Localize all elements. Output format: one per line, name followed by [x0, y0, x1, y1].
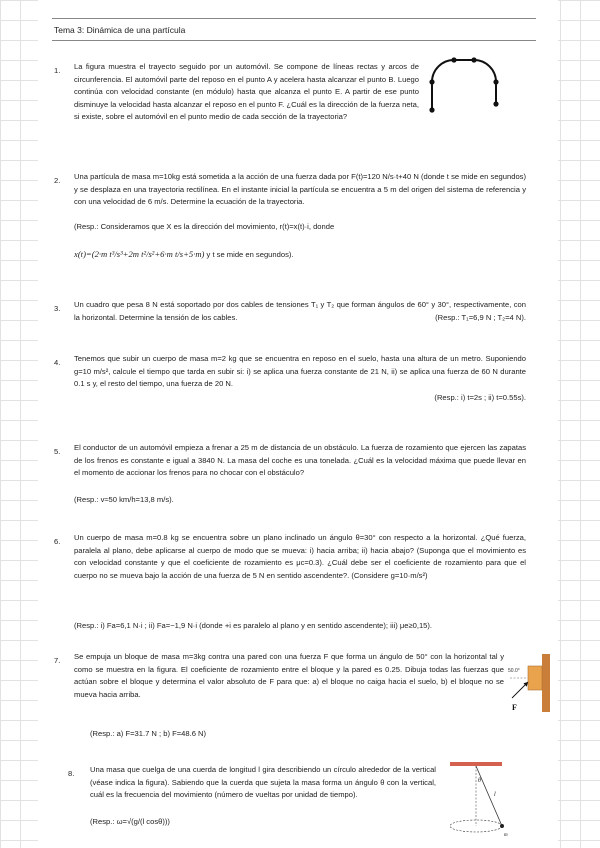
figure8-theta-label: θ [478, 778, 481, 784]
figure7-angle-label: 50.0° [508, 668, 520, 674]
problem-5-resp: (Resp.: v≈50 km/h=13,8 m/s). [74, 495, 174, 504]
problem-7-number: 7. [54, 656, 61, 665]
problem-1-number: 1. [54, 66, 61, 75]
problem-2-resp: (Resp.: Consideramos que X es la dirección del movimiento, r(t)=x(t)·i, donde [74, 222, 335, 231]
problem-8-resp: (Resp.: ω=√(g/(l cosθ))) [90, 817, 170, 826]
problem-6-resp: (Resp.: i) Fa=6,1 N·i ; ii) Fa=−1,9 N·i (donde +i es paralelo al plano y en sentido ascendente); iii) μe≥0,15). [74, 621, 433, 630]
problem-1-text: La figura muestra el trayecto seguido por un automóvil. Se compone de líneas rectas y arcos de circunferencia. El automóvil parte del reposo en el punto A y acelera hasta alcanzar el punto B. Luego continúa con velocidad constante (en módulo) hasta que alcanza el punto E. A partir de ese punto disminuye la velocidad hasta alcanzar el reposo en el punto F. ¿Cuál es la dirección de la fuerza neta, si existe, sobre el automóvil en el punto medio de cada sección de la trayectoria? [74, 62, 419, 122]
problem-3-resp: (Resp.: T₁=6,9 N ; T₂=4 N). [435, 313, 526, 322]
problem-8-number: 8. [68, 769, 75, 778]
top-rule [52, 18, 536, 19]
problem-7-text: Se empuja un bloque de masa m=3kg contra una pared con una fuerza F que forma un ángulo de 50° con la horizontal tal y como se muestra en la figura. El coeficiente de rozamiento entre el bloque y la pared es 0.25. Dibuja todas las fuerzas que actúan sobre el bloque y determina el valor absoluto de F para que: a) el bloque no caiga hacia el suelo, b) el bloque no se mueva hacia arriba. [74, 652, 504, 699]
header-rule [52, 40, 536, 41]
figure8-length-label: l [494, 792, 496, 798]
problem-6-number: 6. [54, 537, 61, 546]
problem-3-number: 3. [54, 304, 61, 313]
problem-8-text: Una masa que cuelga de una cuerda de longitud l gira describiendo un círculo alrededor de la vertical (véase indica la figura). Sabiendo que la cuerda que sujeta la masa forma un ángulo θ con la vertical, cuál es la frecuencia del movimiento (número de vueltas por unidad de tiempo). [90, 765, 436, 800]
problem-3-text: Un cuadro que pesa 8 N está soportado por dos cables de tensiones T₁ y T₂ que forman ángulos de 60° y 30°, respectivamente, con la horizontal. Determine la tensión de los cables. [74, 300, 526, 322]
problem-2-text: Una partícula de masa m=10kg está sometida a la acción de una fuerza dada por F(t)=120 N/s·t+40 N (donde t se mide en segundos) y se desplaza en una trayectoria rectilínea. En el instante inicial la partícula se encuentra a 5 m del origen del sistema de referencia y con una velocidad de 6 m/s. Determine la ecuación de la trayectoria. [74, 172, 526, 207]
problem-5-text: El conductor de un automóvil empieza a frenar a 25 m de distancia de un obstáculo. La fuerza de rozamiento que ejercen las zapatas de los frenos es constante e igual a 3840 N. La masa del coche es una tonelada. ¿Cuál es la velocidad máxima que puede llevar en el momento de accionar los frenos para no chocar con el obstáculo? [74, 443, 526, 478]
page-header-title: Tema 3: Dinámica de una partícula [54, 25, 186, 35]
problem-4-resp: (Resp.: i) t=2s ; ii) t=0.55s). [434, 393, 526, 402]
problem-7-resp: (Resp.: a) F=31.7 N ; b) F=48.6 N) [90, 729, 207, 738]
conical-pendulum-figure [444, 760, 524, 840]
trajectory-figure [426, 54, 506, 120]
problem-6-text: Un cuerpo de masa m=0.8 kg se encuentra sobre un plano inclinado un ángulo θ=30° con respecto a la horizontal. ¿Qué fuerza, paralela al plano, debe aplicarse al cuerpo de modo que se mueva: i) hacia arriba; ii) hacia abajo? (Suponga que el movimiento es con velocidad constante y que el coeficiente de rozamiento es μc=0.3). ¿Cuál debe ser el coeficiente de rozamiento para que el cuerpo no se mueva bajo la acción de una fuerza de 5 N en sentido ascendente?. (Considere g=10·m/s²) [74, 533, 526, 580]
problem-5-number: 5. [54, 447, 61, 456]
wall-block-figure [508, 654, 554, 716]
problem-4-number: 4. [54, 358, 61, 367]
problem-4-text: Tenemos que subir un cuerpo de masa m=2 kg que se encuentra en reposo en el suelo, hasta una altura de un metro. Suponiendo g=10 m/s², calcule el tiempo que tarda en subir si: i) se aplica una fuerza constante de 21 N, ii) se aplica una fuerza de 60 N durante 0.1 s y, el resto del tiempo, una fuerza de 20 N. [74, 354, 526, 389]
problem-2-formula: x(t)=(2·m t³/s³+2m t²/s²+6·m t/s+5·m) [74, 249, 205, 259]
problem-2-tail: y t se mide en segundos). [206, 250, 294, 259]
problem-2-number: 2. [54, 176, 61, 185]
figure7-force-label: F [512, 703, 517, 712]
figure8-mass-label: m [504, 833, 508, 838]
document-page [38, 0, 558, 848]
